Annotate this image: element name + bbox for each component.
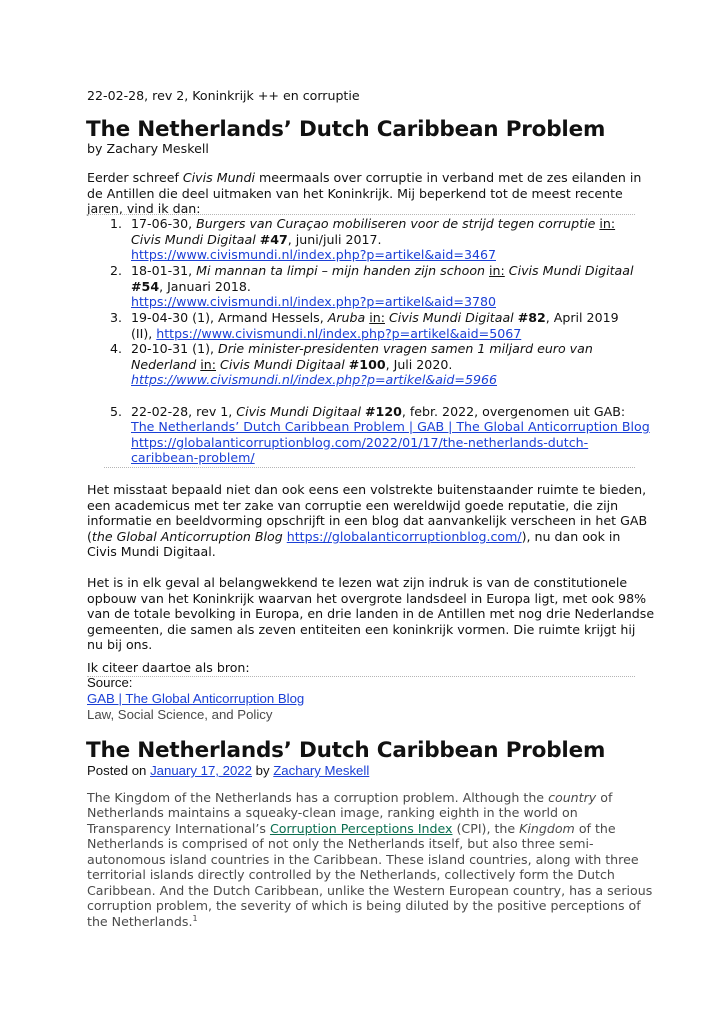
text: Eerder schreef (87, 170, 183, 185)
post-date-link[interactable]: January 17, 2022 (150, 763, 252, 778)
text: Civis Mundi Digitaal (388, 310, 518, 325)
body-line-1 (87, 790, 612, 806)
text: , April 2019 (545, 310, 619, 325)
divider (87, 676, 635, 677)
list-item-4-line-2 (131, 357, 452, 373)
body-line-8: corruption problem, the severity of which is being diluted by the positive perceptions of (87, 898, 641, 913)
text: Civis Mundi Digitaal (236, 404, 365, 419)
text: 20-10-31 (1), (131, 341, 219, 356)
text: Burgers van Curaçao mobiliseren voor de strijd tegen corruptie (196, 216, 596, 231)
posted-line (87, 763, 369, 778)
list-number: 5. (110, 404, 123, 419)
list-item-3-line-2 (131, 326, 521, 342)
link-item-5-url[interactable]: https://globalanticorruptionblog.com/2022/01/17/the-netherlands-dutch- (131, 435, 589, 450)
text: (II), (131, 326, 157, 341)
text: Civis Mundi Digitaal (220, 357, 349, 372)
link-item-5-url-cont[interactable]: caribbean-problem/ (131, 450, 255, 465)
article-title: The Netherlands’ Dutch Caribbean Problem (86, 738, 606, 763)
text: meermaals over corruptie in verband met de zes eilanden in (255, 170, 642, 185)
link-item-1[interactable]: https://www.civismundi.nl/index.php?p=artikel&aid=3467 (131, 247, 496, 262)
text: in: (369, 310, 385, 325)
text: Drie minister-presidenten vragen samen 1 miljard euro van (218, 341, 593, 356)
link-item-2[interactable]: https://www.civismundi.nl/index.php?p=artikel&aid=3780 (131, 294, 496, 309)
divider (104, 467, 635, 468)
text: , Januari 2018. (159, 279, 251, 294)
link-item-3[interactable]: https://www.civismundi.nl/index.php?p=artikel&aid=5067 (156, 326, 522, 341)
text: Civis Mundi Digitaal (508, 263, 634, 278)
body-line-9 (87, 914, 198, 930)
para3-line-3: van de totale bevolking in Europa, en drie landen in de Antillen met nog drie Nederlandse (87, 606, 655, 621)
text: , juni/juli 2017. (287, 232, 382, 247)
para3-line-4: gemeenten, die samen als zeven entiteiten een koninkrijk vormen. Die ruimte krijgt hij (87, 622, 636, 637)
list-number: 2. (110, 263, 123, 278)
para2-line-5: Civis Mundi Digitaal. (87, 544, 216, 559)
text: (CPI), the (452, 821, 520, 836)
body-line-5: autonomous island countries in the Caribbean. These island countries, along with three (87, 852, 639, 867)
text: Kingdom (519, 821, 575, 836)
intro-line-2: de Antillen die deel uitmaken van het Koninkrijk. Mij beperkend tot de meest recente (87, 186, 623, 201)
text: Aruba (327, 310, 366, 325)
list-number: 3. (110, 310, 123, 325)
text: country (548, 790, 597, 805)
text: Mi mannan ta limpi – mijn handen zijn schoon (196, 263, 486, 278)
blog-link[interactable]: GAB | The Global Anticorruption Blog (87, 691, 305, 706)
blog-tagline: Law, Social Science, and Policy (87, 707, 273, 722)
document-header: 22-02-28, rev 2, Koninkrijk ++ en corruptie (87, 88, 360, 103)
text: of (596, 790, 613, 805)
para2-line-2: een academicus met ter zake van corruptie een wereldwijd goede reputatie, die zijn (87, 498, 619, 513)
body-line-3 (87, 821, 616, 837)
text: Nederland (131, 357, 197, 372)
list-item-2-line-1 (131, 263, 634, 279)
source-label: Source: (87, 675, 133, 690)
list-item-4-line-1 (131, 341, 593, 357)
text: #47 (259, 232, 288, 247)
text: Transparency International’s (87, 821, 270, 836)
text: #54 (131, 279, 160, 294)
list-item-5-line-1 (131, 404, 625, 420)
text: 19-04-30 (1), Armand Hessels, (131, 310, 328, 325)
intro-line-1 (87, 170, 641, 186)
divider (87, 214, 635, 215)
text: in: (489, 263, 505, 278)
para3-line-2: opbouw van het Koninkrijk waarvan het overgrote landsdeel in Europa ligt, met ook 98% (87, 591, 647, 606)
list-item-1-line-2 (131, 232, 382, 248)
text: #100 (348, 357, 386, 372)
text: #120 (365, 404, 402, 419)
body-line-2: Netherlands maintains a squeaky-clean image, ranking eighth in the world on (87, 805, 578, 820)
body-line-4: Netherlands is comprised of not only the Netherlands itself, but also three semi- (87, 836, 594, 851)
list-item-1-line-1 (131, 216, 615, 232)
text: ( (87, 529, 92, 544)
text: Civis Mundi (182, 170, 256, 185)
text: ), nu dan ook in (521, 529, 621, 544)
text: in: (200, 357, 217, 372)
cite-line: Ik citeer daartoe als bron: (87, 660, 250, 675)
text: #82 (517, 310, 546, 325)
para2-line-1: Het misstaat bepaald niet dan ook eens een volstrekte buitenstaander ruimte te bieden, (87, 482, 647, 497)
text: 18-01-31, (131, 263, 197, 278)
author-link[interactable]: Zachary Meskell (273, 763, 370, 778)
para3-line-1: Het is in elk geval al belangwekkend te lezen wat zijn indruk is van de constitutionele (87, 575, 628, 590)
text: in: (599, 216, 616, 231)
list-item-3-line-1 (131, 310, 619, 326)
text: 22-02-28, rev 1, (131, 404, 237, 419)
text: Posted on (87, 763, 151, 778)
body-line-6: territorial islands directly controlled by the Netherlands, collectively form the Dutch (87, 867, 615, 882)
para2-line-4 (87, 529, 620, 545)
text: the Global Anticorruption Blog (91, 529, 283, 544)
text: The Kingdom of the Netherlands has a corruption problem. Although the (87, 790, 549, 805)
list-number: 4. (110, 341, 123, 356)
text: , febr. 2022, overgenomen uit GAB: (401, 404, 626, 419)
para2-line-3: informatie en beeldvorming opschrijft in een blog dat aanvankelijk verscheen in het GAB (87, 513, 648, 528)
link-item-4[interactable]: https://www.civismundi.nl/index.php?p=artikel&aid=5966 (131, 372, 498, 387)
byline: by Zachary Meskell (87, 141, 209, 156)
text: of the (574, 821, 616, 836)
list-number: 1. (110, 216, 123, 231)
page-title: The Netherlands’ Dutch Caribbean Problem (86, 117, 606, 142)
para3-line-5: nu bij ons. (87, 637, 153, 652)
intro-line-3: jaren, vind ik dan: (87, 201, 201, 216)
text: 17-06-30, (131, 216, 197, 231)
list-item-2-line-2 (131, 279, 251, 295)
footnote-marker[interactable]: 1 (192, 913, 198, 923)
cpi-link[interactable]: Corruption Perceptions Index (269, 821, 453, 836)
text: the Netherlands. (87, 914, 193, 929)
gab-link[interactable]: https://globalanticorruptionblog.com/ (286, 529, 522, 544)
link-item-5-title[interactable]: The Netherlands’ Dutch Caribbean Problem | GAB | The Global Anticorruption Blog (131, 419, 650, 434)
text: by (251, 763, 274, 778)
text: , Juli 2020. (385, 357, 453, 372)
body-line-7: Caribbean. And the Dutch Caribbean, unlike the Western European country, has a serious (87, 883, 653, 898)
text: Civis Mundi Digitaal (131, 232, 260, 247)
